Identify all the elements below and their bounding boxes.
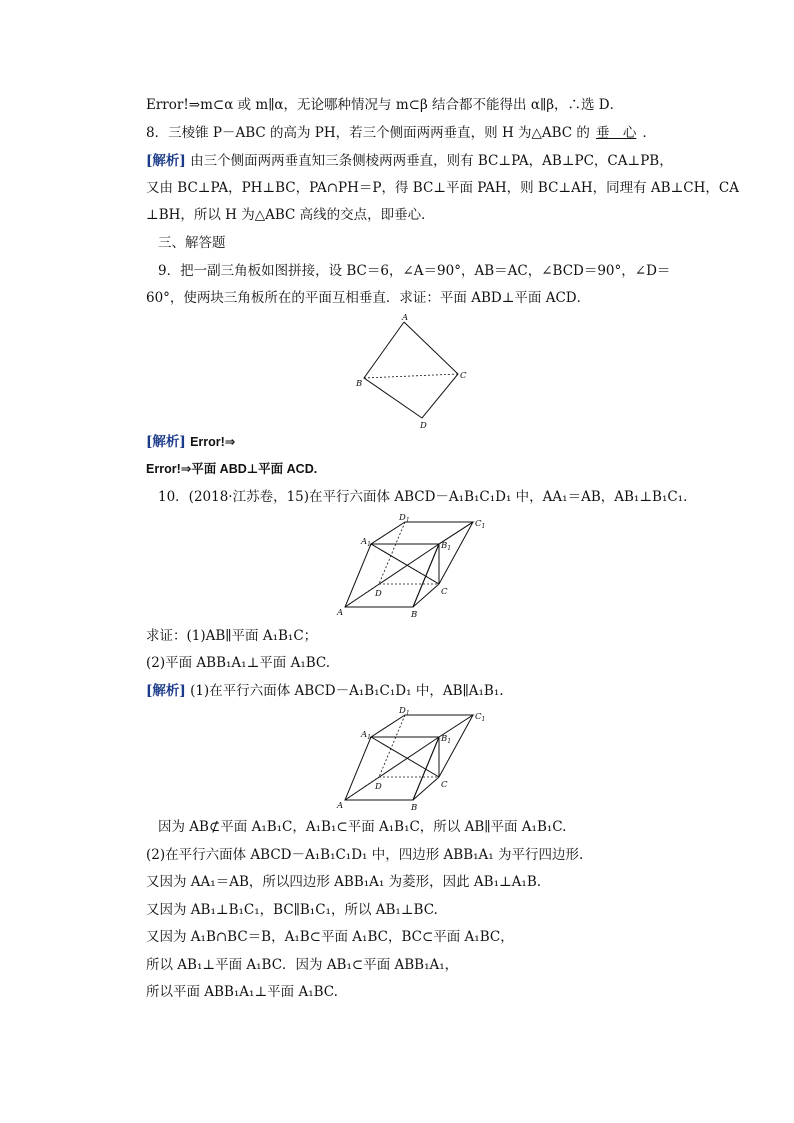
solution-9-line-1 xyxy=(146,433,235,451)
figure-1-label-d: D xyxy=(420,421,427,430)
subscript-one: 1 xyxy=(405,517,410,524)
figure-2-label-c: C xyxy=(441,587,448,597)
figure-parallelepiped-2 xyxy=(335,705,495,813)
solution-8-line-1 xyxy=(146,152,673,170)
solution-8-line-3: ⊥BH，所以 H 为△ABC 高线的交点，即垂心． xyxy=(146,207,435,223)
solution-10-line-2: 因为 AB⊄平面 A₁B₁C，A₁B₁⊂平面 A₁B₁C，所以 AB∥平面 A₁B₁C. xyxy=(158,819,567,835)
figure-2-label-b: B xyxy=(411,610,418,620)
figure-3-label-d: D xyxy=(375,782,382,792)
subscript-one: 1 xyxy=(405,710,410,717)
figure-1-diagonal xyxy=(364,374,458,378)
question-8 xyxy=(146,124,656,142)
solution-10-line-3: (2)在平行六面体 ABCD－A₁B₁C₁D₁ 中，四边形 ABB₁A₁ 为平行四边形. xyxy=(146,847,584,863)
section-heading: 三、解答题 xyxy=(158,235,226,251)
figure-3-label-b: B xyxy=(411,803,418,813)
question-8-end: ． xyxy=(642,125,656,141)
figure-3-label-c: C xyxy=(441,780,448,790)
subscript-one: 1 xyxy=(367,734,371,741)
subscript-one: 1 xyxy=(447,738,452,745)
question-8-answer: 垂 心 xyxy=(595,125,637,141)
figure-1-outline xyxy=(364,322,458,418)
solution-label: [解析] xyxy=(146,434,186,450)
figure-3-label-a1: $A_1$ xyxy=(361,730,371,741)
figure-parallelepiped-1 xyxy=(335,512,495,620)
solution-10-text-1: (1)在平行六面体 ABCD－A₁B₁C₁D₁ 中，AB∥A₁B₁. xyxy=(190,683,504,699)
question-10: 10．(2018·江苏卷，15)在平行六面体 ABCD－A₁B₁C₁D₁ 中，AA₁＝AB，AB₁⊥B₁C₁. xyxy=(158,489,688,505)
solution-10-line-7: 所以 AB₁⊥平面 A₁BC．因为 AB₁⊂平面 ABB₁A₁， xyxy=(146,957,459,973)
figure-2-label-a: A xyxy=(337,608,344,618)
solution-8-line-2: 又由 BC⊥PA，PH⊥BC，PA∩PH＝P，得 BC⊥平面 PAH，则 BC⊥AH，同理有 AB⊥CH，CA xyxy=(146,180,739,196)
figure-3-label-a: A xyxy=(337,801,344,811)
line-q7-conclusion: Error!⇒m⊂α 或 m∥α，无论哪种情况与 m⊂β 结合都不能得出 α∥β，∴选 D． xyxy=(146,97,624,113)
prove-part-1: 求证：(1)AB∥平面 A₁B₁C； xyxy=(146,628,318,644)
solution-9-error-1: Error!⇒ xyxy=(190,435,236,449)
solution-10-line-8: 所以平面 ABB₁A₁⊥平面 A₁BC. xyxy=(146,984,338,1000)
subscript-one: 1 xyxy=(367,541,371,548)
solution-10-line-1 xyxy=(146,682,504,700)
subscript-one: 1 xyxy=(481,523,486,530)
solution-label: [解析] xyxy=(146,683,186,699)
solution-label: [解析] xyxy=(146,153,186,169)
figure-3-label-b1: $B_1$ xyxy=(441,734,452,745)
figure-1-label-a: A xyxy=(402,313,409,323)
solution-10-line-6: 又因为 A₁B∩BC＝B，A₁B⊂平面 A₁BC，BC⊂平面 A₁BC， xyxy=(146,929,514,945)
figure-2-label-d: D xyxy=(375,589,382,599)
solution-10-line-4: 又因为 AA₁＝AB，所以四边形 ABB₁A₁ 为菱形，因此 AB₁⊥A₁B. xyxy=(146,874,542,890)
subscript-one: 1 xyxy=(447,545,452,552)
prove-part-2: (2)平面 ABB₁A₁⊥平面 A₁BC. xyxy=(146,655,331,671)
figure-1-label-b: B xyxy=(356,379,363,389)
figure-2-label-c1: $C_1$ xyxy=(475,519,486,530)
figure-triangles xyxy=(340,312,480,430)
solution-10-line-5: 又因为 AB₁⊥B₁C₁，BC∥B₁C₁，所以 AB₁⊥BC. xyxy=(146,902,438,918)
solution-9-line-2: Error!⇒平面 ABD⊥平面 ACD. xyxy=(146,462,318,476)
figure-3-label-d1: $D_1$ xyxy=(399,706,410,717)
figure-2-label-d1: $D_1$ xyxy=(399,513,410,524)
figure-2-label-b1: $B_1$ xyxy=(441,541,452,552)
question-9-line-1: 9．把一副三角板如图拼接，设 BC＝6，∠A＝90°，AB＝AC，∠BCD＝90°，∠D＝ xyxy=(158,263,671,279)
question-8-text: 8．三棱锥 P－ABC 的高为 PH，若三个侧面两两垂直，则 H 为△ABC 的 xyxy=(146,125,590,141)
question-9-line-2: 60°，使两块三角板所在的平面互相垂直．求证：平面 ABD⊥平面 ACD． xyxy=(146,290,591,306)
solution-8-text-1: 由三个侧面两两垂直知三条侧棱两两垂直，则有 BC⊥PA，AB⊥PC，CA⊥PB， xyxy=(190,153,673,169)
figure-3-label-c1: $C_1$ xyxy=(475,712,486,723)
figure-1-label-c: C xyxy=(460,371,467,381)
figure-2-label-a1: $A_1$ xyxy=(361,537,371,548)
subscript-one: 1 xyxy=(481,716,486,723)
